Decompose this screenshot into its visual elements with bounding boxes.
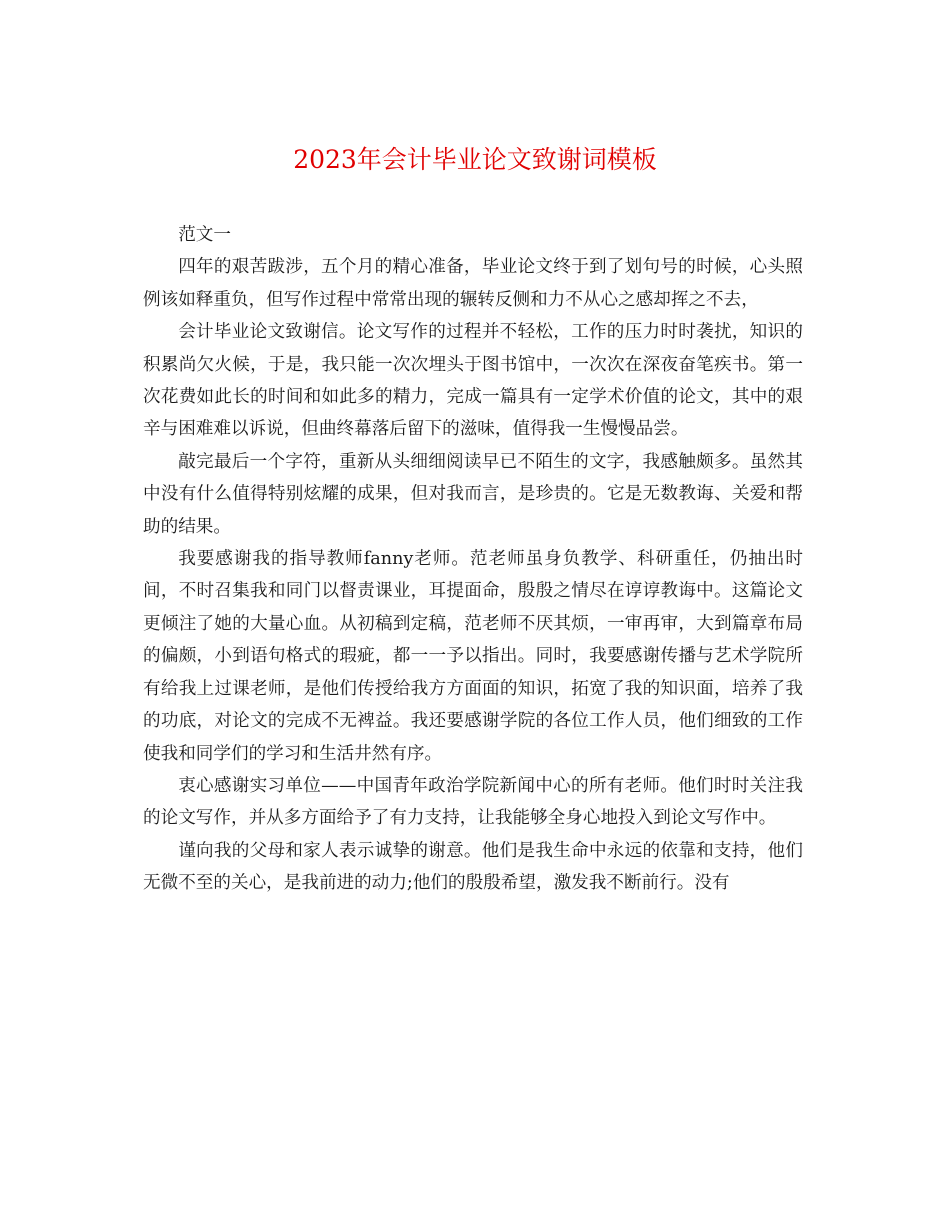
paragraph: 会计毕业论文致谢信。论文写作的过程并不轻松，工作的压力时时袭扰，知识的积累尚欠火候，于是，我只能一次次埋头于图书馆中，一次次在深夜奋笔疾书。第一次花费如此长的时间和如此多的精力，完成一篇具有一定学术价值的论文，其中的艰辛与困难难以诉说，但曲终幕落后留下的滋味，值得我一生慢慢品尝。: [143, 322, 803, 440]
paragraph: 我要感谢我的指导教师fanny老师。范老师虽身负教学、科研重任，仍抽出时间，不时召集我和同门以督责课业，耳提面命，殷殷之情尽在谆谆教诲中。这篇论文更倾注了她的大量心血。从初稿到定稿，范老师不厌其烦，一审再审，大到篇章布局的偏颇，小到语句格式的瑕疵，都一一予以指出。同时，我要感谢传播与艺术学院所有给我上过课老师，是他们传授给我方方面面的知识，拓宽了我的知识面，培养了我的功底，对论文的完成不无裨益。我还要感谢学院的各位工作人员，他们细致的工作使我和同学们的学习和生活井然有序。: [143, 549, 803, 764]
document-title: 2023年会计毕业论文致谢词模板: [293, 145, 657, 174]
paragraph: 谨向我的父母和家人表示诚挚的谢意。他们是我生命中永远的依靠和支持，他们无微不至的关心，是我前进的动力;他们的殷殷希望，激发我不断前行。没有: [143, 840, 803, 894]
paragraph-heading: 范文一: [178, 225, 231, 245]
paragraph: 四年的艰苦跋涉，五个月的精心准备，毕业论文终于到了划句号的时候，心头照例该如释重负，但写作过程中常常出现的辗转反侧和力不从心之感却挥之不去，: [143, 257, 803, 310]
paragraph: 敲完最后一个字符，重新从头细细阅读早已不陌生的文字，我感触颇多。虽然其中没有什么值得特别炫耀的成果，但对我而言，是珍贵的。它是无数教诲、关爱和帮助的结果。: [143, 451, 803, 537]
paragraph: 衷心感谢实习单位——中国青年政治学院新闻中心的所有老师。他们时时关注我的论文写作，并从多方面给予了有力支持，让我能够全身心地投入到论文写作中。: [143, 775, 803, 829]
document-body: [143, 219, 803, 900]
